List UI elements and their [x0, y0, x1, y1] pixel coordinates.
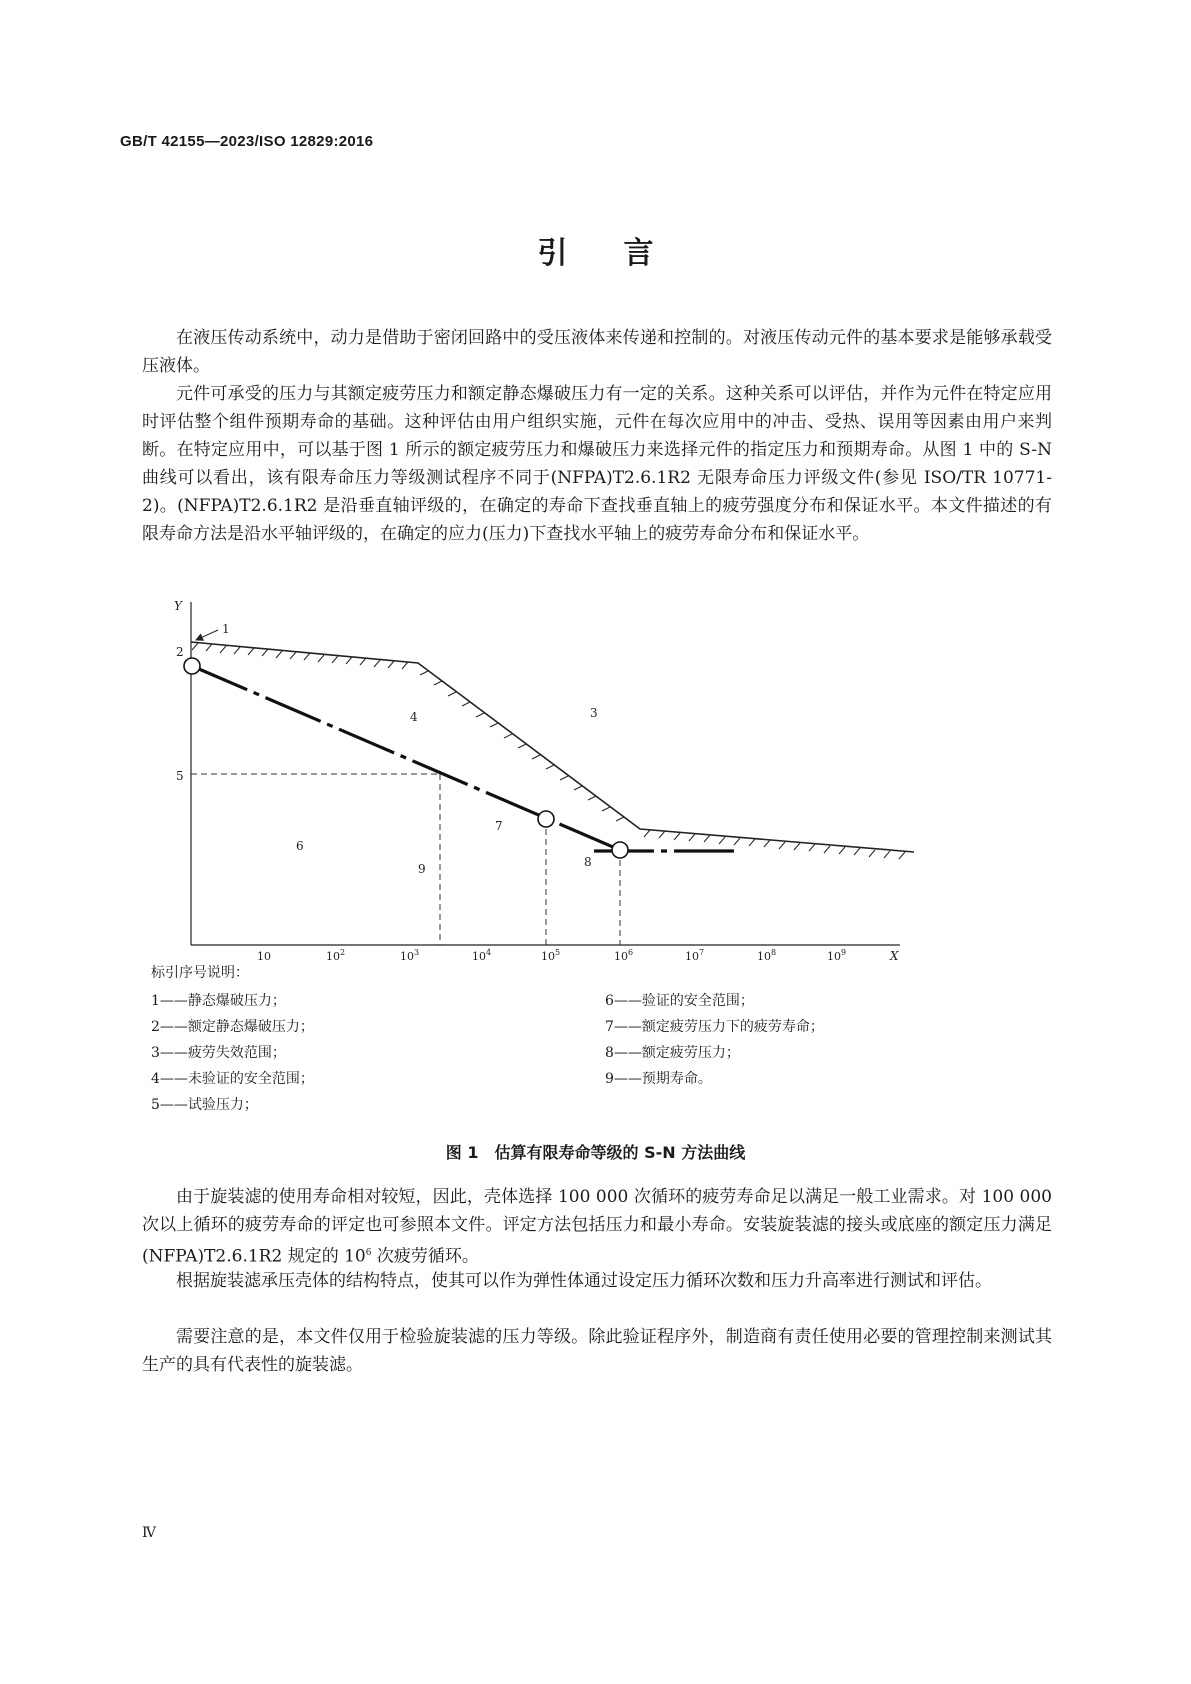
x-tick-4: $10^4$	[472, 948, 492, 963]
page-number: Ⅳ	[142, 1525, 156, 1541]
page-title: 引言	[537, 236, 710, 271]
legend-item: 9——预期寿命。	[605, 1071, 712, 1087]
callout-2: 2	[176, 645, 184, 659]
callout-6: 6	[296, 839, 304, 853]
x-tick-8: $10^8$	[757, 948, 777, 963]
standard-code-header: GB/T 42155—2023/ISO 12829:2016	[120, 133, 374, 150]
x-tick-7: $10^7$	[685, 948, 705, 963]
legend-item: 1——静态爆破压力；	[151, 993, 286, 1009]
x-tick-2: $10^2$	[326, 948, 346, 963]
callout-8: 8	[584, 855, 592, 869]
paragraph-intro-1: 在液压传动系统中，动力是借助于密闭回路中的受压液体来传递和控制的。对液压传动元件的基本要求是能够承载受压液体。	[142, 328, 1052, 376]
callout-9: 9	[418, 862, 426, 876]
paragraph-3	[142, 1183, 1052, 1271]
figure-caption: 图 1 估算有限寿命等级的 S-N 方法曲线	[445, 1143, 746, 1162]
callout-3: 3	[590, 706, 598, 720]
test-point	[538, 811, 554, 827]
legend-item: 8——额定疲劳压力；	[605, 1045, 740, 1061]
callout-1-leader	[196, 630, 218, 640]
legend-item: 6——验证的安全范围；	[605, 993, 754, 1009]
rated-fatigue-point	[612, 842, 628, 858]
paragraph-3-superscript: 6	[365, 1248, 372, 1258]
paragraph-4: 根据旋装滤承压壳体的结构特点，使其可以作为弹性体通过设定压力循环次数和压力升高率进行测试和评估。	[176, 1271, 992, 1291]
rated-fatigue-curve	[192, 666, 620, 850]
callout-5: 5	[176, 769, 184, 783]
callout-1: 1	[222, 622, 230, 636]
paragraph-3-text: 由于旋装滤的使用寿命相对较短，因此，壳体选择 100 000 次循环的疲劳寿命足以满足一般工业需求。对 100 000 次以上循环的疲劳寿命的评定也可参照本文件。评定方法包括压力和最小寿命。安装旋装滤的接头或底座的额定压力满足(NFPA)T2.6.1R2 规定的 10	[142, 1187, 1052, 1267]
x-axis-label: X	[890, 949, 899, 963]
x-tick-9: $10^9$	[827, 948, 847, 963]
legend-item: 3——疲劳失效范围；	[151, 1045, 286, 1061]
legend-item: 7——额定疲劳压力下的疲劳寿命；	[605, 1019, 824, 1035]
legend-right-column	[605, 988, 824, 1092]
legend-item: 2——额定静态爆破压力；	[151, 1019, 314, 1035]
sn-curve-figure	[150, 590, 1010, 975]
x-tick-5: $10^5$	[541, 948, 561, 963]
x-tick-6: $10^6$	[614, 948, 634, 963]
x-tick-3: $10^3$	[400, 948, 420, 963]
y-axis-label: Y	[174, 599, 182, 613]
legend-left-column	[151, 988, 314, 1118]
callout-4: 4	[410, 710, 418, 724]
paragraph-5: 需要注意的是，本文件仅用于检验旋装滤的压力等级。除此验证程序外，制造商有责任使用必要的管理控制来测试其生产的具有代表性的旋装滤。	[142, 1327, 1052, 1375]
rated-burst-point	[184, 658, 200, 674]
paragraph-intro-2: 元件可承受的压力与其额定疲劳压力和额定静态爆破压力有一定的关系。这种关系可以评估，并作为元件在特定应用时评估整个组件预期寿命的基础。这种评估由用户组织实施，元件在每次应用中的冲击、受热、误用等因素由用户来判断。在特定应用中，可以基于图 1 所示的额定疲劳压力和爆破压力来选择元件的指定压力和预期寿命。从图 1 中的 S-N 曲线可以看出，该有限寿命压力等级测试程序不同于(NFPA)T2.6.1R2 无限寿命压力评级文件(参见 ISO/TR 10771-2)。(NFPA)T2.6.1R2 是沿垂直轴评级的，在确定的寿命下查找垂直轴上的疲劳强度分布和保证水平。本文件描述的有限寿命方法是沿水平轴评级的，在确定的应力(压力)下查找水平轴上的疲劳寿命分布和保证水平。	[142, 384, 1052, 544]
legend-title: 标引序号说明：	[151, 965, 249, 981]
x-tick-1: 10	[257, 950, 271, 963]
legend-item: 4——未验证的安全范围；	[151, 1071, 314, 1087]
legend-item: 5——试验压力；	[151, 1097, 258, 1113]
sn-curve-diagram	[150, 590, 1010, 975]
paragraph-3-text-end: 次疲劳循环。	[371, 1246, 479, 1267]
callout-7: 7	[495, 819, 503, 833]
